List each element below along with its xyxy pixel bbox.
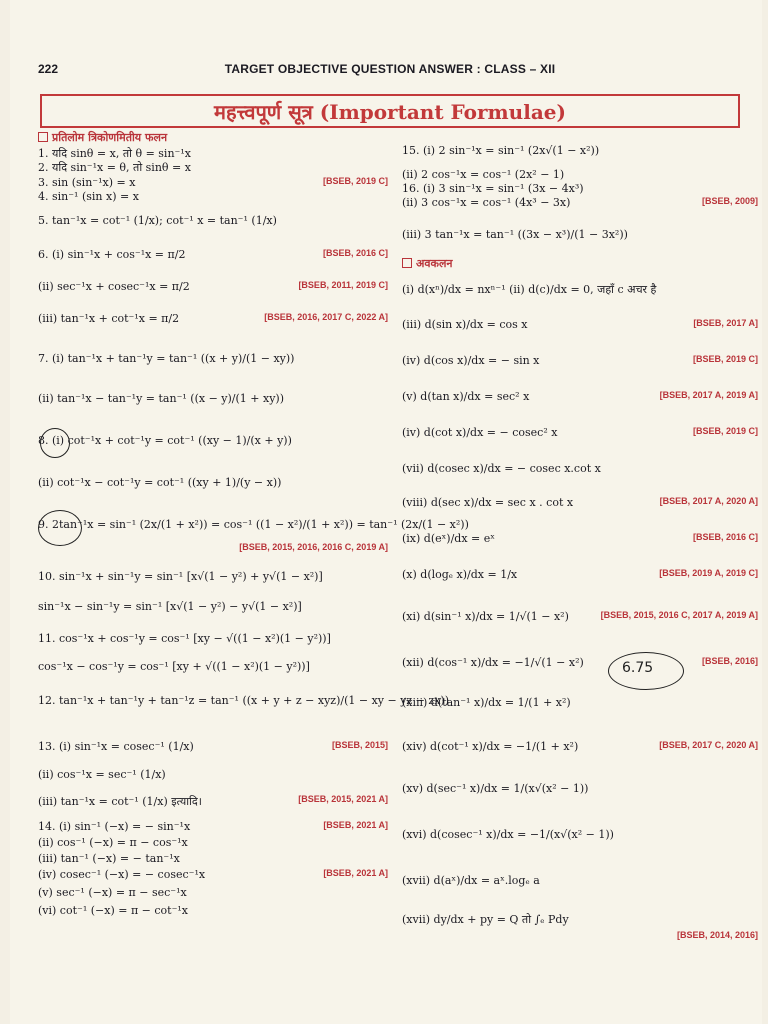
exam-reference: [BSEB, 2021 A] — [323, 820, 388, 830]
formula-text: (xvi) d(cosec⁻¹ x)/dx = −1/(x√(x² − 1)) — [402, 828, 614, 841]
derivative-row — [402, 532, 758, 546]
formula-text: (xi) d(sin⁻¹ x)/dx = 1/√(1 − x²) — [402, 610, 569, 623]
checkbox-bullet-icon — [38, 132, 48, 142]
formula-row — [38, 434, 388, 448]
formula-row — [38, 600, 388, 614]
exam-reference: [BSEB, 2019 A, 2019 C] — [659, 568, 758, 578]
exam-reference: [BSEB, 2017 A] — [693, 318, 758, 328]
formula-text: (xiv) d(cot⁻¹ x)/dx = −1/(1 + x²) — [402, 740, 579, 753]
exam-reference: [BSEB, 2019 C] — [322, 176, 388, 186]
derivative-row — [402, 496, 758, 510]
section-heading — [402, 256, 758, 270]
formula-row — [38, 312, 388, 326]
book-title: TARGET OBJECTIVE QUESTION ANSWER : CLASS – XII — [224, 62, 556, 76]
formula-row — [38, 518, 469, 532]
formula-row — [38, 392, 388, 406]
derivative-row — [402, 656, 758, 670]
formula-text: cos⁻¹x − cos⁻¹y = cos⁻¹ [xy + √((1 − x²)(1 − y²))] — [38, 660, 310, 673]
formula-row — [38, 176, 388, 190]
formula-text: (xv) d(sec⁻¹ x)/dx = 1/(x√(x² − 1)) — [402, 782, 589, 795]
formula-text: 7. (i) tan⁻¹x + tan⁻¹y = tan⁻¹ ((x + y)/(1 − xy)) — [38, 352, 295, 365]
formula-text: (iii) tan⁻¹ (−x) = − tan⁻¹x — [38, 852, 180, 865]
formula-row — [38, 190, 388, 204]
formula-text: 9. 2tan⁻¹x = sin⁻¹ (2x/(1 + x²)) = cos⁻¹ ((1 − x²)/(1 + x²)) = tan⁻¹ (2x/(1 − x²)) — [38, 518, 469, 531]
page-header — [36, 62, 744, 82]
formula-row — [38, 852, 388, 866]
derivative-row — [402, 740, 758, 754]
section-heading-text: प्रतिलोम त्रिकोणमितीय फलन — [52, 131, 168, 144]
exam-reference: [BSEB, 2014, 2016] — [676, 930, 758, 940]
derivative-row — [402, 782, 758, 796]
derivative-row — [402, 390, 758, 404]
derivative-row — [402, 462, 758, 476]
exam-reference: [BSEB, 2015, 2016 C, 2017 A, 2019 A] — [600, 610, 758, 620]
pen-circle-9 — [38, 510, 82, 546]
derivative-row — [402, 354, 758, 368]
derivative-row — [402, 318, 758, 332]
formula-text: (ii) cos⁻¹ (−x) = π − cos⁻¹x — [38, 836, 188, 849]
formula-text: (ii) sec⁻¹x + cosec⁻¹x = π/2 — [38, 280, 190, 293]
derivative-row — [402, 426, 758, 440]
exam-reference: [BSEB, 2017 A, 2019 A] — [659, 390, 758, 400]
formula-row — [402, 168, 758, 182]
exam-reference: [BSEB, 2015, 2016, 2016 C, 2019 A] — [239, 542, 388, 552]
checkbox-bullet-icon — [402, 258, 412, 268]
formula-text: 14. (i) sin⁻¹ (−x) = − sin⁻¹x — [38, 820, 191, 833]
formula-text: 8. (i) cot⁻¹x + cot⁻¹y = cot⁻¹ ((xy − 1)/(x + y)) — [38, 434, 292, 447]
formula-text: (iv) cosec⁻¹ (−x) = − cosec⁻¹x — [38, 868, 206, 881]
formula-row — [38, 794, 388, 808]
exam-reference: [BSEB, 2021 A] — [323, 868, 388, 878]
exam-reference: [BSEB, 2011, 2019 C] — [298, 280, 388, 290]
formula-text: 12. tan⁻¹x + tan⁻¹y + tan⁻¹z = tan⁻¹ ((x + y + z − xyz)/(1 − xy − yz − zx)) — [38, 694, 450, 707]
formula-text: 15. (i) 2 sin⁻¹x = sin⁻¹ (2x√(1 − x²)) — [402, 144, 600, 157]
formula-text: (iii) tan⁻¹x + cot⁻¹x = π/2 — [38, 312, 180, 325]
exam-reference: [BSEB, 2017 A, 2020 A] — [659, 496, 758, 506]
formula-text: (iii) d(sin x)/dx = cos x — [402, 318, 528, 331]
formula-text: (ii) cos⁻¹x = sec⁻¹ (1/x) — [38, 768, 166, 781]
formula-text: (viii) d(sec x)/dx = sec x . cot x — [402, 496, 574, 509]
formula-row — [38, 820, 388, 834]
formula-row — [38, 868, 388, 882]
formula-text: 5. tan⁻¹x = cot⁻¹ (1/x); cot⁻¹ x = tan⁻¹ (1/x) — [38, 214, 277, 227]
formula-row — [38, 214, 388, 228]
formula-text: (ii) 3 cos⁻¹x = cos⁻¹ (4x³ − 3x) — [402, 196, 571, 209]
formula-row — [38, 694, 450, 708]
formula-row — [402, 228, 758, 242]
formula-text: 1. यदि sinθ = x, तो θ = sin⁻¹x — [38, 147, 191, 160]
formula-row — [38, 768, 388, 782]
formula-text: 16. (i) 3 sin⁻¹x = sin⁻¹ (3x − 4x³) — [402, 182, 584, 195]
derivative-row — [402, 912, 758, 926]
formula-text: (v) sec⁻¹ (−x) = π − sec⁻¹x — [38, 886, 187, 899]
formula-row — [38, 660, 388, 674]
exam-reference: [BSEB, 2019 C] — [692, 354, 758, 364]
section-heading-text: अवकलन — [416, 257, 453, 270]
derivative-row — [402, 874, 758, 888]
formula-row — [38, 570, 388, 584]
derivative-row — [402, 282, 758, 296]
derivative-row — [402, 930, 758, 944]
formula-title-box — [40, 94, 740, 128]
formula-row — [38, 836, 388, 850]
formula-title: महत्त्वपूर्ण सूत्र (Important Formulae) — [214, 99, 566, 124]
formula-text: (iv) d(cot x)/dx = − cosec² x — [402, 426, 558, 439]
formula-row — [402, 196, 758, 210]
formula-text: 13. (i) sin⁻¹x = cosec⁻¹ (1/x) — [38, 740, 194, 753]
formula-text: 10. sin⁻¹x + sin⁻¹y = sin⁻¹ [x√(1 − y²) + y√(1 − x²)] — [38, 570, 323, 583]
formula-text: (iii) tan⁻¹x = cot⁻¹ (1/x) इत्यादि। — [38, 795, 202, 808]
exam-reference: [BSEB, 2009] — [701, 196, 758, 206]
derivative-row — [402, 568, 758, 582]
derivative-row — [402, 828, 758, 842]
formula-row — [402, 144, 758, 158]
formula-text: (iv) d(cos x)/dx = − sin x — [402, 354, 540, 367]
formula-row — [38, 904, 388, 918]
formula-text: 2. यदि sin⁻¹x = θ, तो sinθ = x — [38, 161, 191, 174]
formula-text: (x) d(logₑ x)/dx = 1/x — [402, 568, 518, 581]
exam-reference: [BSEB, 2016 C] — [322, 248, 388, 258]
formula-row — [38, 280, 388, 294]
formula-row — [38, 352, 388, 366]
formula-row — [38, 146, 388, 160]
exam-reference: [BSEB, 2015, 2021 A] — [298, 794, 388, 804]
formula-text: sin⁻¹x − sin⁻¹y = sin⁻¹ [x√(1 − y²) − y√(1 − x²)] — [38, 600, 302, 613]
formula-row — [38, 160, 388, 174]
exam-reference: [BSEB, 2015] — [331, 740, 388, 750]
exam-reference: [BSEB, 2016] — [701, 656, 758, 666]
section-heading — [38, 130, 388, 144]
formula-row — [38, 886, 388, 900]
formula-row — [38, 476, 388, 490]
formula-text: 4. sin⁻¹ (sin x) = x — [38, 190, 139, 203]
formula-row — [38, 740, 388, 754]
exam-reference: [BSEB, 2016 C] — [692, 532, 758, 542]
formula-text: (xii) d(cos⁻¹ x)/dx = −1/√(1 − x²) — [402, 656, 584, 669]
formula-text: (iii) 3 tan⁻¹x = tan⁻¹ ((3x − x³)/(1 − 3x²)) — [402, 228, 628, 241]
page-number: 222 — [38, 62, 59, 76]
formula-text: (ii) cot⁻¹x − cot⁻¹y = cot⁻¹ ((xy + 1)/(y − x)) — [38, 476, 282, 489]
formula-row — [38, 248, 388, 262]
formula-row — [402, 182, 758, 196]
exam-reference: [BSEB, 2017 C, 2020 A] — [659, 740, 758, 750]
derivative-row — [402, 696, 758, 710]
formula-text: 6. (i) sin⁻¹x + cos⁻¹x = π/2 — [38, 248, 186, 261]
formula-text: (vii) d(cosec x)/dx = − cosec x.cot x — [402, 462, 601, 475]
exam-reference: [BSEB, 2019 C] — [692, 426, 758, 436]
formula-text: (xvii) dy/dx + py = Q तो ∫ₑ Pdy — [402, 913, 569, 926]
derivative-row — [402, 610, 758, 624]
formula-text: (i) d(xⁿ)/dx = nxⁿ⁻¹ (ii) d(c)/dx = 0, जहाँ c अचर है — [402, 283, 657, 296]
formula-text: (ix) d(eˣ)/dx = eˣ — [402, 532, 495, 545]
formula-row — [38, 632, 388, 646]
formula-text: 11. cos⁻¹x + cos⁻¹y = cos⁻¹ [xy − √((1 − x²)(1 − y²))] — [38, 632, 331, 645]
formula-text: (xvii) d(aˣ)/dx = aˣ.logₑ a — [402, 874, 540, 887]
formula-text: (xiii) d(tan⁻¹ x)/dx = 1/(1 + x²) — [402, 696, 571, 709]
formula-text: (ii) tan⁻¹x − tan⁻¹y = tan⁻¹ ((x − y)/(1 + xy)) — [38, 392, 284, 405]
handwritten-note: 6.75 — [622, 660, 654, 676]
pen-circle-8 — [40, 428, 70, 458]
book-page — [10, 0, 762, 1024]
formula-row — [38, 542, 388, 556]
exam-reference: [BSEB, 2016, 2017 C, 2022 A] — [264, 312, 388, 322]
formula-text: (ii) 2 cos⁻¹x = cos⁻¹ (2x² − 1) — [402, 168, 565, 181]
formula-text: 3. sin (sin⁻¹x) = x — [38, 176, 136, 189]
formula-text: (v) d(tan x)/dx = sec² x — [402, 390, 530, 403]
formula-text: (vi) cot⁻¹ (−x) = π − cot⁻¹x — [38, 904, 189, 917]
